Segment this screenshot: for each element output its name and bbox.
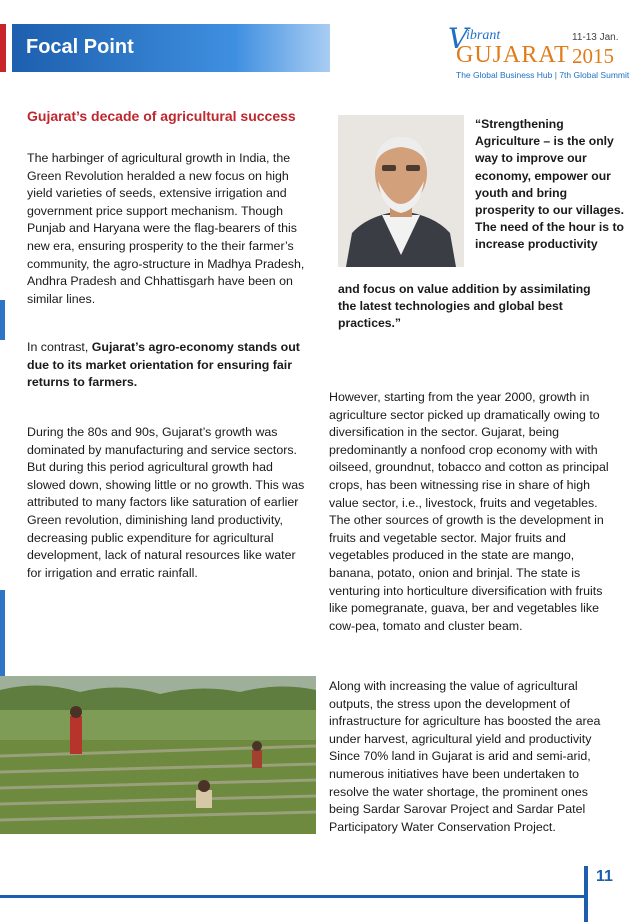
paragraph-in-contrast-prefix: In contrast,: [27, 340, 92, 354]
paragraph-growth-2000: However, starting from the year 2000, growth in agriculture sector picked up dramatically owing to diversification in the sector. Gujarat, being predominantly a nonfood crop economy with with oilseed, groundnut, tobacco and cotton as principal crops, has been witnessing rise in share of high value sector, i.e., livestock, fruits and vegetables. The other sources of growth is the development in fruits and vegetable sector. Major fruits and vegetables produced in the state are mango, banana, potato, onion and brinjal. The state is venturing into horticulture diversification with fruits like pomegranate, guava, ber and vegetables like cow-pea, tomato and cluster beam.: [329, 390, 609, 633]
side-accent-bar: [0, 300, 5, 340]
pull-quote-part2: and focus on value addition by assimilating the latest technologies and global best practices.”: [338, 282, 591, 331]
paragraph-in-contrast: [27, 339, 309, 392]
footer-rule: [0, 895, 584, 898]
paragraph-in-contrast-bold: Gujarat’s agro-economy stands out due to its market orientation for ensuring fair returns to farmers.: [27, 340, 300, 390]
farm-field-photo: [0, 676, 316, 834]
pull-quote-part1: “Strengthening Agriculture – is the only way to improve our economy, empower our youth and bring prosperity to our villages. The need of the hour is to increase productivity: [475, 117, 624, 252]
header-accent-bar: [0, 24, 6, 72]
footer-accent-bar: [584, 866, 588, 922]
logo-v-letter: V: [448, 22, 469, 55]
vibrant-gujarat-logo: [448, 20, 628, 92]
paragraph-infrastructure: Along with increasing the value of agricultural outputs, the stress upon the development of infrastructure for agriculture has boosted the area under harvest, agricultural yield and productivity Since 70% land in Gujarat is arid and semi-arid, numerous initiatives have been undertaken to resolve the water shortage, the prominent ones being Sardar Sarovar Project and Sardar Patel Participatory Water Conservation Project.: [329, 679, 601, 834]
page-number: 11: [596, 868, 613, 885]
logo-ibrant: ibrant: [466, 28, 501, 43]
logo-tagline: The Global Business Hub | 7th Global Summit: [456, 70, 630, 80]
article-title: Gujarat’s decade of agricultural success: [27, 108, 296, 124]
paragraph-green-revolution: The harbinger of agricultural growth in India, the Green Revolution heralded a new focus on high yield varieties of seeds, extensive irrigation and government price support mechanism. Though Punjab and Haryana were the flag-bearers of this new era, ensuring prosperity to the their farmer’s community, the agro-structure in Madhya Pradesh, Andhra Pradesh and Chhattisgarh have been on similar lines.: [27, 151, 305, 306]
portrait-photo: [338, 115, 464, 267]
side-accent-bar-lower: [0, 590, 5, 690]
logo-year: 2015: [572, 44, 614, 68]
logo-name: GUJARAT: [456, 42, 570, 68]
logo-dates: 11-13 Jan.: [572, 32, 619, 43]
paragraph-80s-90s: During the 80s and 90s, Gujarat’s growth was dominated by manufacturing and service sectors. But during this period agricultural growth had slowed down, showing little or no growth. This was attributed to many factors like saturation of earlier Green revolution, diminishing land productivity, decreasing public expenditure for agricultural development, lack of natural resources like water for irrigation and erratic rainfall.: [27, 425, 305, 580]
section-label: Focal Point: [26, 36, 134, 58]
